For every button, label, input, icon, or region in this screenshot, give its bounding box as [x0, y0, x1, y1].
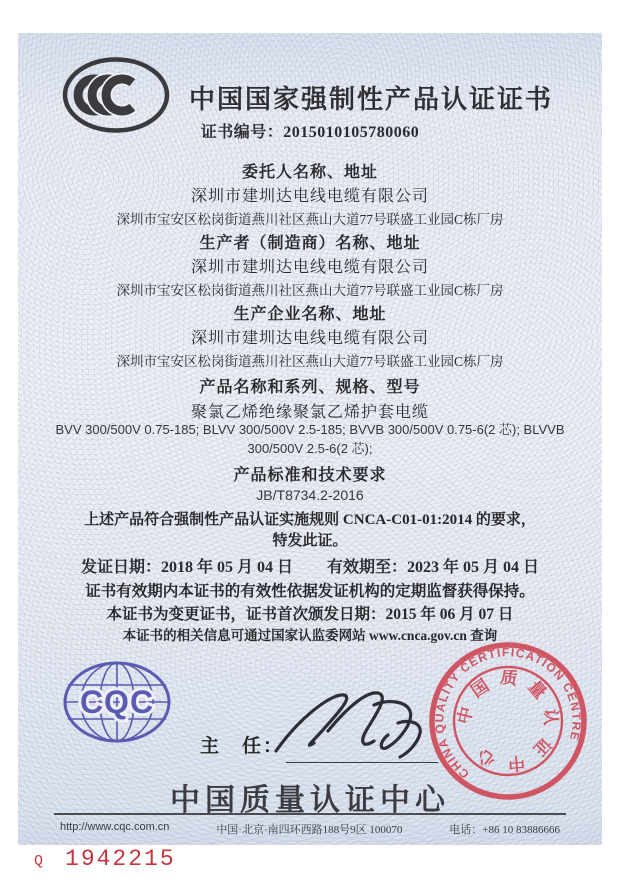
- expiry-date-label: 有效期至：: [327, 559, 408, 576]
- product-name: 聚氯乙烯绝缘聚氯乙烯护套电缆: [190, 404, 429, 421]
- cqc-logo-icon: [62, 659, 172, 745]
- manufacturer-heading: 生产者（制造商）名称、地址: [199, 235, 421, 252]
- manufacturer-address: 深圳市宝安区松岗街道燕川社区燕山大道77号联盛工业园C栋厂房: [116, 283, 504, 298]
- factory-heading: 生产企业名称、地址: [233, 306, 387, 323]
- serial-number: [34, 846, 176, 872]
- cqc-letters: CQC: [79, 684, 155, 720]
- applicant-name: 深圳市建圳达电线电缆有限公司: [190, 188, 429, 205]
- validity-note: 证书有效期内本证书的有效性依据发证机构的定期监督获得保持。: [85, 583, 535, 600]
- footer-contact-row: [18, 821, 602, 837]
- certificate-number-line: [18, 119, 602, 142]
- expiry-date: 2023 年 05 月 04 日: [407, 559, 540, 576]
- footer-website: http://www.cqc.com.cn: [60, 821, 170, 833]
- issue-date: 2018 年 05 月 04 日: [160, 559, 293, 576]
- serial-prefix: Q: [34, 853, 44, 870]
- issue-date-label: 发证日期：: [80, 559, 161, 576]
- signature-underline: [286, 762, 438, 763]
- factory-name: 深圳市建圳达电线电缆有限公司: [190, 330, 429, 347]
- product-models-line2: 300/500V 2.5-6(2 芯);: [247, 440, 373, 456]
- stamp-chinese-text: 中国质量认证中心: [454, 667, 561, 774]
- product-models: [18, 421, 602, 459]
- standard-value: JB/T8734.2-2016: [256, 487, 364, 503]
- compliance-line1: 上述产品符合强制性产品认证实施规则 CNCA-C01-01:2014 的要求，: [84, 512, 536, 528]
- dates-line: [18, 554, 602, 577]
- director-signature: [270, 679, 440, 769]
- product-heading: 产品名称和系列、规格、型号: [199, 379, 421, 396]
- factory-address: 深圳市宝安区松岗街道燕川社区燕山大道77号联盛工业园C栋厂房: [116, 354, 504, 369]
- certificate-number-label: 证书编号：: [200, 124, 284, 141]
- manufacturer-name: 深圳市建圳达电线电缆有限公司: [190, 259, 429, 276]
- footer-address: 中国·北京·南四环西路188号9区 100070: [216, 824, 403, 836]
- product-models-line1: BVV 300/500V 0.75-185; BLVV 300/500V 2.5-185; BVVB 300/500V 0.75-6(2 芯); BLVVB: [55, 422, 565, 437]
- footer-phone: 电话：+86 10 83886666: [449, 824, 560, 836]
- serial-digits: 1942215: [65, 846, 176, 872]
- issuer-name: 中国质量认证中心: [170, 784, 450, 817]
- stamp-english-text: CHINA QUALITY CERTIFICATION CENTRE: [432, 645, 584, 782]
- certificate-number: 2015010105780060: [283, 124, 420, 141]
- footer-divider: [54, 813, 566, 815]
- compliance-statement: [18, 510, 602, 552]
- certificate-title: 中国国家强制性产品认证证书: [188, 85, 553, 114]
- applicant-address: 深圳市宝安区松岗街道燕川社区燕山大道77号联盛工业园C栋厂房: [116, 212, 504, 227]
- info-note: 本证书的相关信息可通过国家认监委网站 www.cnca.gov.cn 查询: [122, 628, 498, 643]
- applicant-heading: 委托人名称、地址: [241, 164, 378, 181]
- change-note: 本证书为变更证书，证书首次颁发日期：2015 年 06 月 07 日: [106, 606, 514, 623]
- compliance-line2: 特发此证。: [272, 533, 348, 549]
- standard-heading: 产品标准和技术要求: [233, 467, 387, 484]
- director-label: 主 任：: [200, 736, 285, 757]
- certificate-paper: [18, 33, 602, 845]
